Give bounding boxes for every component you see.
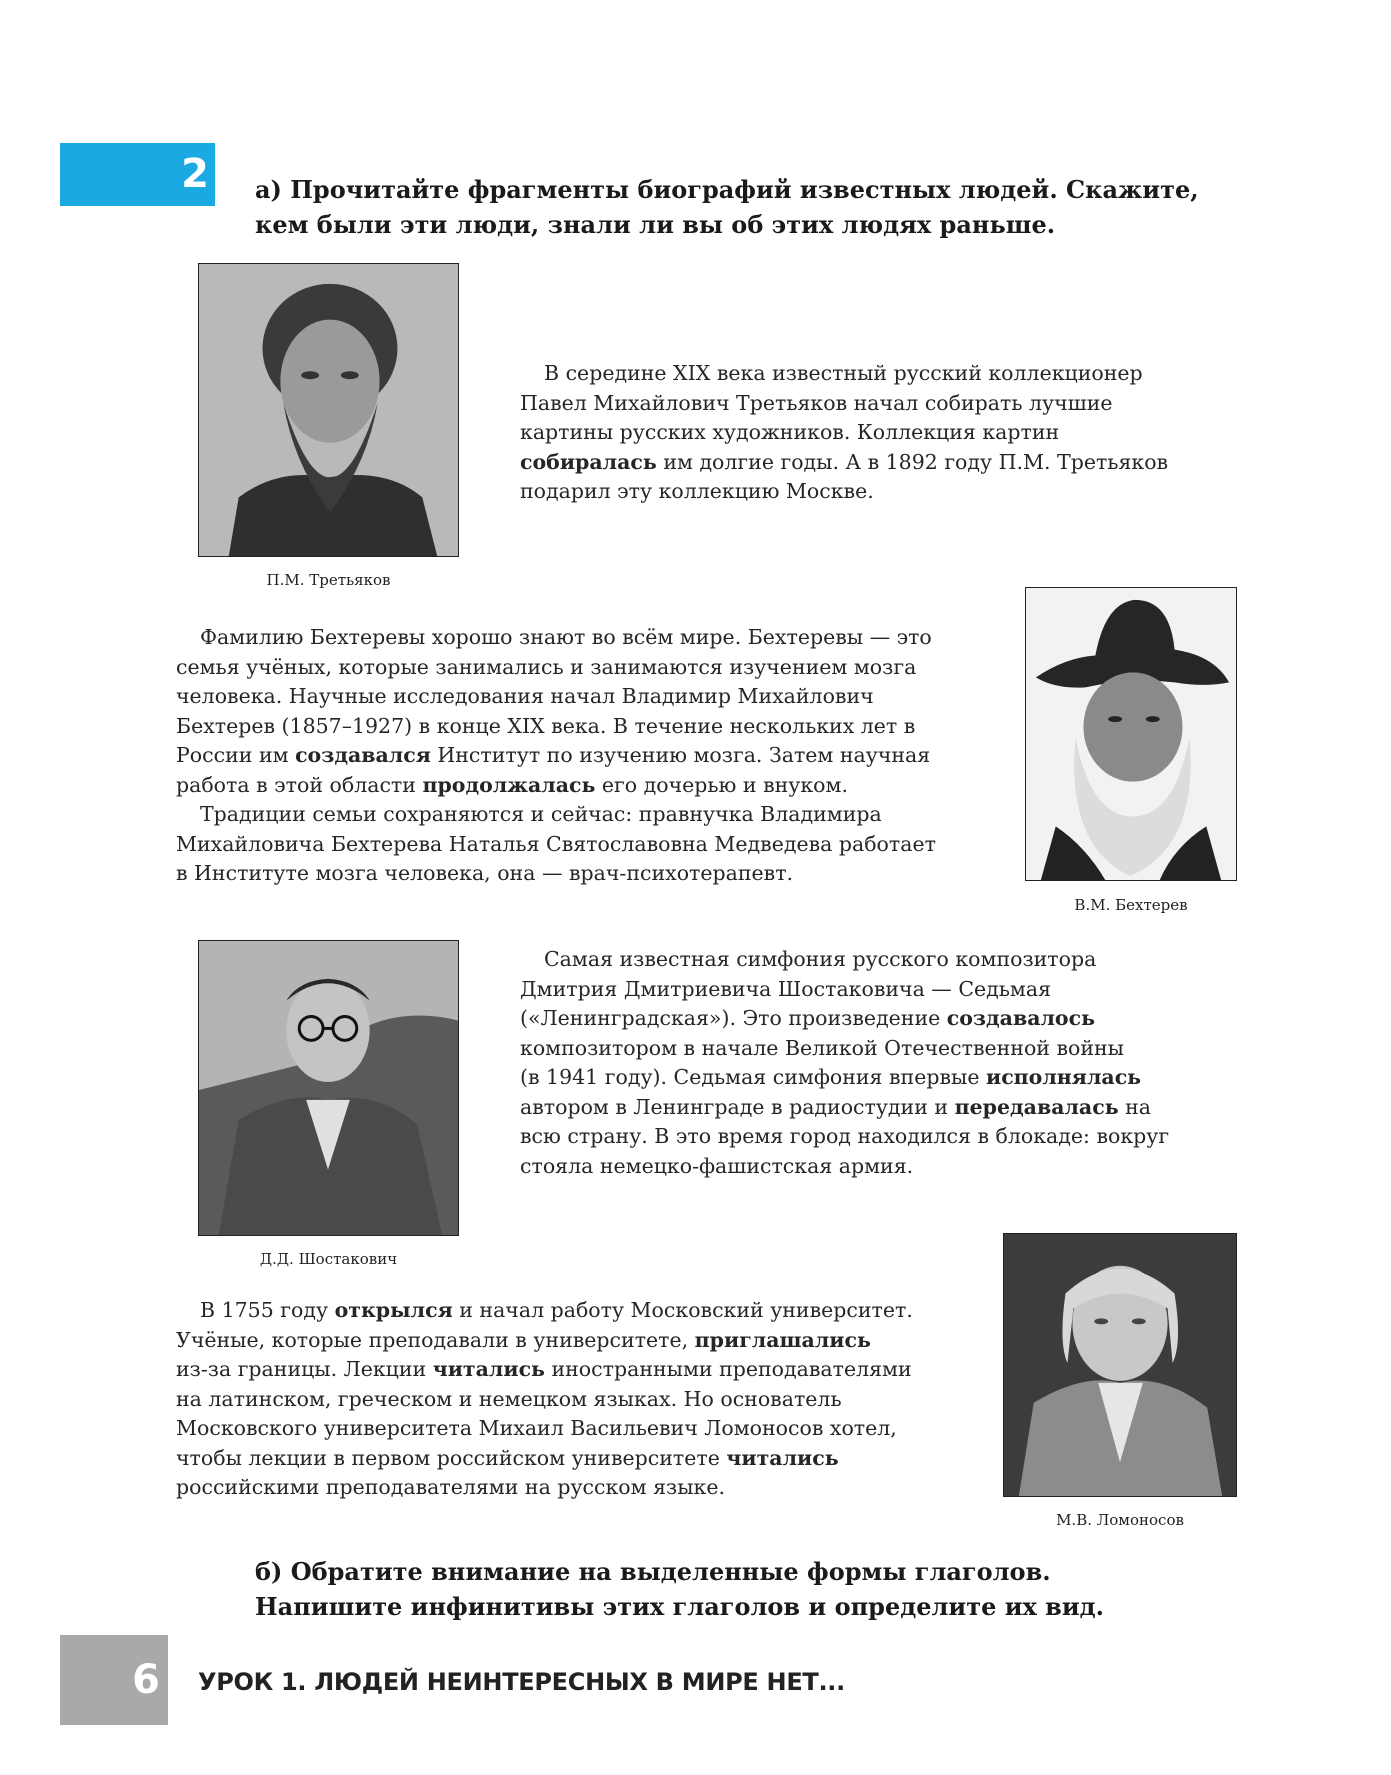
text-line: Бехтерев (1857–1927) в конце XIX века. В течение нескольких лет в [176,713,916,738]
highlighted-verb: передавалась [954,1094,1119,1119]
text-line: семья учёных, которые занимались и занимаются изучением мозга [176,654,917,679]
text-fragment: чтобы лекции в первом российском университете [176,1445,727,1470]
text-line: Михайловича Бехтерева Наталья Святославовна Медведева работает [176,831,936,856]
text-fragment: им долгие годы. А в 1892 году П.М. Третьяков [656,449,1169,474]
paragraph-shostakovich [520,945,1240,1181]
text-fragment: (в 1941 году). Седьмая симфония впервые [520,1065,986,1089]
text-line: российскими преподавателями на русском языке. [176,1475,725,1499]
text-line [520,448,1240,478]
text-fragment: иностранными преподавателями [544,1357,912,1381]
highlighted-verb: читались [432,1357,545,1381]
text-line: стояла немецко-фашистская армия. [520,1153,914,1178]
highlighted-verb: собиралась [520,449,657,474]
portrait-lomonosov [1003,1233,1237,1497]
text-fragment: («Ленинградская»). Это произведение [520,1006,947,1030]
text-line [520,1004,1240,1034]
text-line: Фамилию Бехтеревы хорошо знают во всём мире. Бехтеревы — это [200,625,932,649]
highlighted-verb: создавался [295,743,431,767]
text-line [176,1296,996,1326]
caption-lomonosov: М.В. Ломоносов [1056,1511,1184,1529]
text-line [520,1093,1240,1123]
text-line [176,741,1026,771]
text-line: человека. Научные исследования начал Владимир Михайлович [176,684,874,708]
highlighted-verb: исполнялась [985,1065,1142,1089]
task-instruction-b [255,1554,1255,1624]
text-line: всю страну. В это время город находился в блокаде: вокруг [520,1124,1170,1148]
text-fragment: Учёные, которые преподавали в университете, [176,1327,695,1352]
text-fragment: России им [176,743,296,767]
highlighted-verb: читались [726,1445,839,1470]
text-line [176,1326,996,1356]
portrait-shostakovich [198,940,459,1236]
text-fragment: из-за границы. Лекции [176,1357,433,1381]
text-fragment: на [1118,1094,1152,1119]
text-fragment: его дочерью и внуком. [595,772,848,797]
task-b-line-1: б) Обратите внимание на выделенные формы глаголов. [255,1557,1051,1586]
task-a-line-1: а) Прочитайте фрагменты биографий известных людей. Скажите, [255,175,1199,204]
task-instruction-a [255,172,1255,242]
text-line: Павел Михайлович Третьяков начал собирать лучшие [520,390,1113,415]
text-line: подарил эту коллекцию Москве. [520,479,874,503]
paragraph-lomonosov [176,1296,996,1503]
text-line: Дмитрия Дмитриевича Шостаковича — Седьмая [520,976,1052,1001]
highlighted-verb: продолжалась [422,772,596,797]
paragraph-tretyakov [520,359,1240,507]
text-fragment: и начал работу Московский университет. [452,1298,913,1322]
highlighted-verb: приглашались [694,1327,871,1352]
lesson-title: УРОК 1. ЛЮДЕЙ НЕИНТЕРЕСНЫХ В МИРЕ НЕТ... [198,1668,845,1696]
task-b-line-2: Напишите инфинитивы этих глаголов и определите их вид. [255,1592,1104,1621]
text-line: Самая известная симфония русского композитора [544,947,1097,971]
caption-shostakovich: Д.Д. Шостакович [259,1250,398,1268]
text-fragment: автором в Ленинграде в радиостудии и [520,1094,955,1119]
text-line [176,771,1026,801]
task-a-line-2: кем были эти люди, знали ли вы об этих людях раньше. [255,210,1056,239]
text-line [176,1444,996,1474]
text-line: композитором в начале Великой Отечественной войны [520,1035,1124,1060]
caption-bekhterev: В.М. Бехтерев [1074,896,1188,914]
text-line: Традиции семьи сохраняются и сейчас: правнучка Владимира [200,802,882,826]
text-line: Московского университета Михаил Васильевич Ломоносов хотел, [176,1416,897,1440]
text-fragment: В 1755 году [200,1298,335,1322]
text-line: В середине XIX века известный русский коллекционер [544,361,1143,385]
highlighted-verb: создавалось [946,1006,1096,1030]
highlighted-verb: открылся [334,1298,453,1322]
text-line [520,1063,1240,1093]
text-fragment: работа в этой области [176,772,423,797]
caption-tretyakov: П.М. Третьяков [266,571,391,589]
portrait-bekhterev [1025,587,1237,881]
portrait-tretyakov [198,263,459,557]
page-number-badge: 6 [60,1635,168,1725]
text-line [176,1355,996,1385]
text-fragment: Институт по изучению мозга. Затем научная [430,743,931,767]
text-line: на латинском, греческом и немецком языках. Но основатель [176,1386,842,1411]
text-line: картины русских художников. Коллекция картин [520,420,1060,444]
text-line: в Институте мозга человека, она — врач-психотерапевт. [176,861,794,885]
task-number-badge: 2 [60,143,215,206]
paragraph-bekhterev [176,623,1026,889]
